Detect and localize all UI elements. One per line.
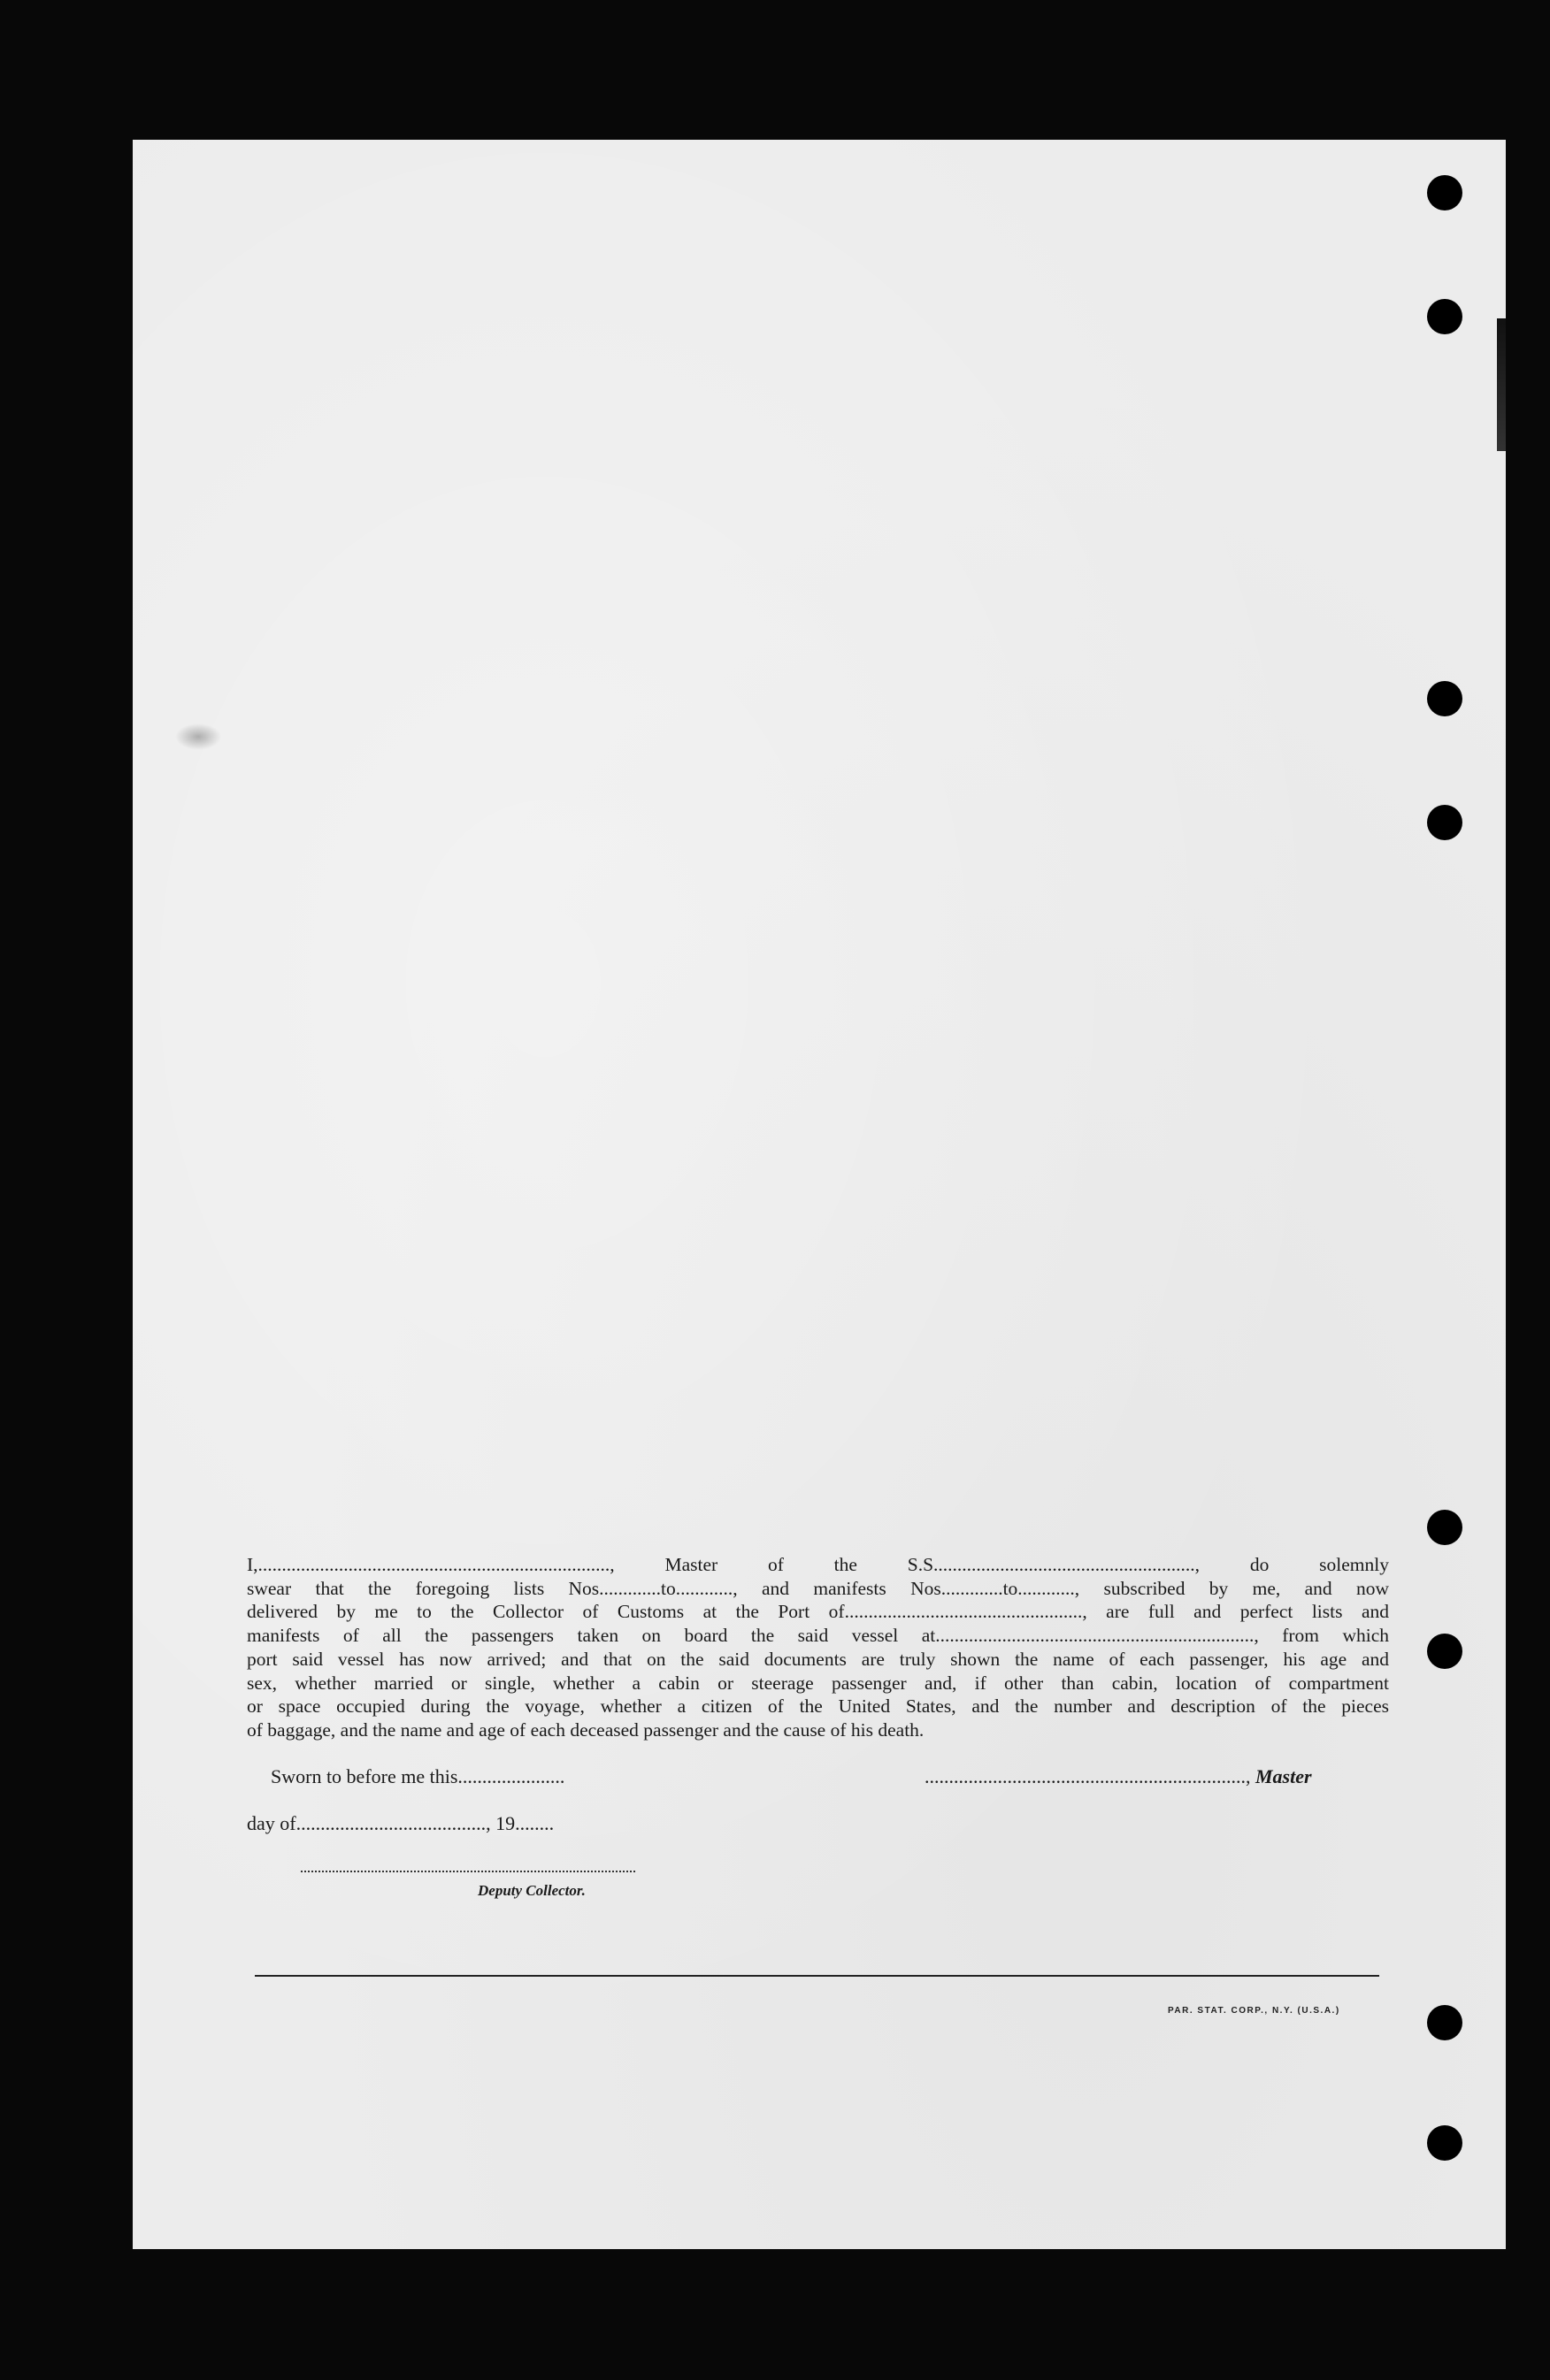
deputy-signature-line [301,1871,635,1872]
horizontal-rule [255,1975,1379,1977]
sworn-line: Sworn to before me this...................... [271,1765,565,1787]
ink-smudge [175,723,221,750]
punch-hole [1427,2005,1462,2040]
oath-line: manifests of all the passengers taken on board the said vessel at..................................................................., from which [247,1625,1389,1647]
punch-hole [1427,1634,1462,1669]
oath-paragraph [247,1553,1389,1742]
punch-hole [1427,805,1462,840]
oath-line: sex, whether married or single, whether a cabin or steerage passenger and, if other than cabin, location of compartment [247,1672,1389,1694]
master-signature-dots: .................................................................., [925,1765,1251,1787]
master-label: Master [1255,1765,1312,1787]
oath-line: port said vessel has now arrived; and that on the said documents are truly shown the name of each passenger, his age and [247,1648,1389,1670]
manifest-page [133,140,1506,2249]
printer-imprint: PAR. STAT. CORP., N.Y. (U.S.A.) [1168,2006,1340,2016]
deputy-collector-label: Deputy Collector. [478,1882,586,1899]
punch-hole [1427,299,1462,334]
punch-hole [1427,2125,1462,2161]
master-signature [925,1765,1312,1788]
oath-line: or space occupied during the voyage, whether a citizen of the United States, and the number and description of the pieces [247,1695,1389,1718]
punch-hole [1427,1510,1462,1545]
punch-hole [1427,175,1462,210]
oath-line: delivered by me to the Collector of Customs at the Port of.................................................., are full and perfect lists and [247,1601,1389,1623]
torn-edge [1497,318,1506,451]
oath-line: I,.........................................................................., Master of the S.S......................................................., do solemnly [247,1554,1389,1575]
day-line: day of......................................., 19........ [247,1812,555,1834]
oath-line: of baggage, and the name and age of each deceased passenger and the cause of his death. [247,1718,925,1741]
punch-hole [1427,681,1462,716]
oath-line: swear that the foregoing lists Nos.............to............, and manifests Nos.............to............, subscribed by me, and now [247,1577,1389,1599]
